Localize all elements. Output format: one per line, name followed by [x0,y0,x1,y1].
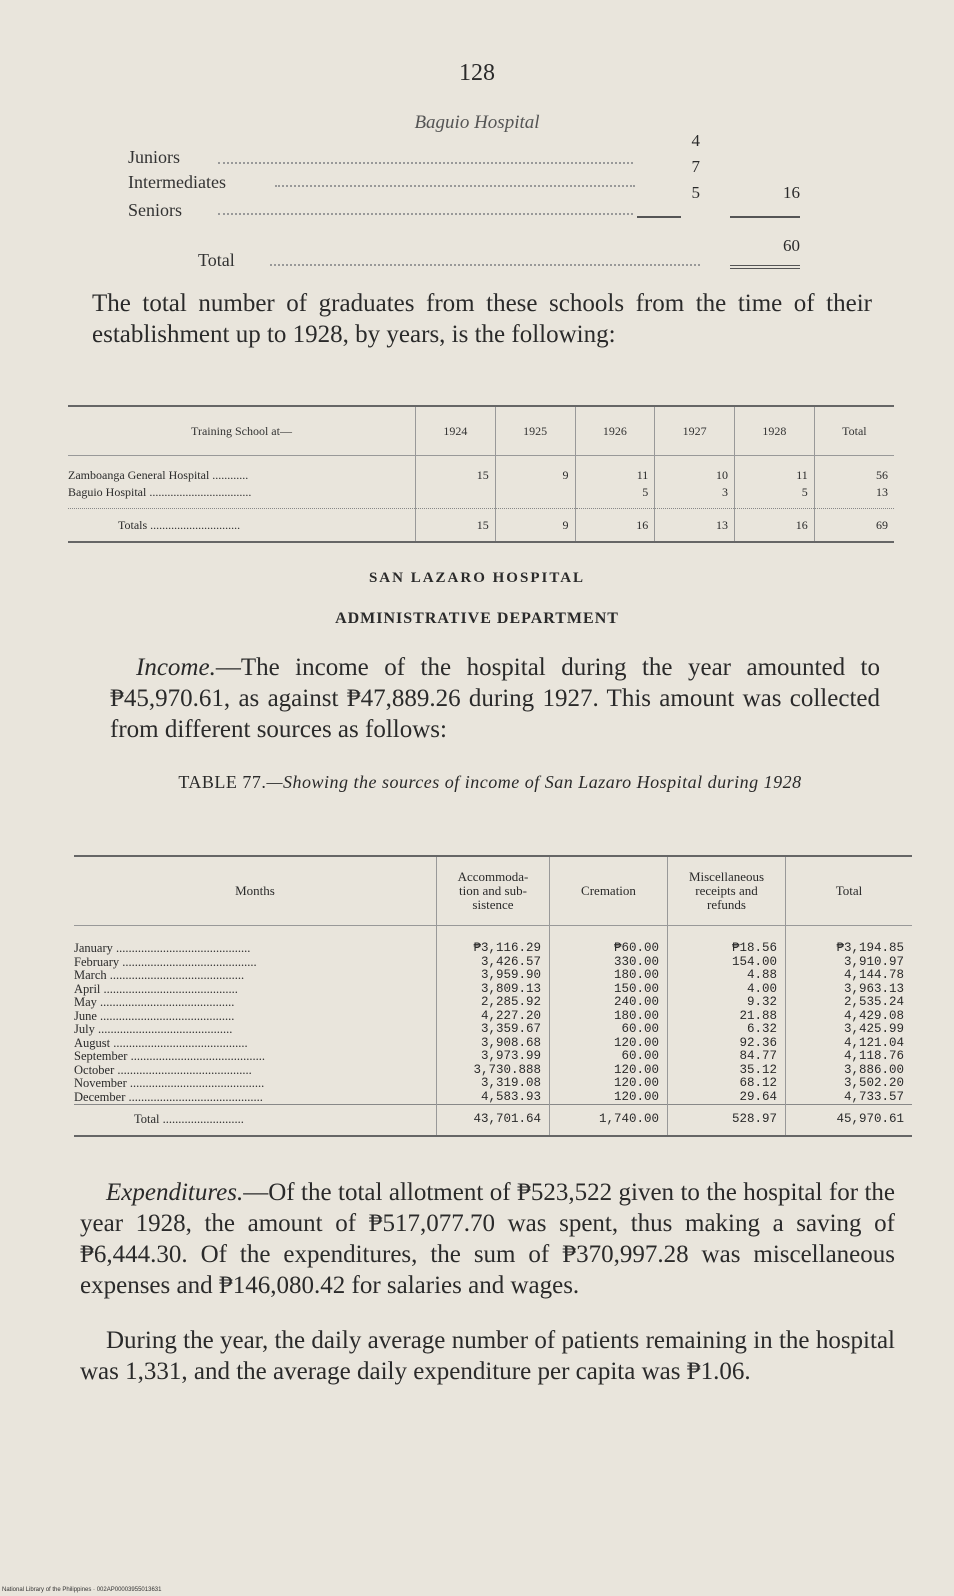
income-month-cell: March ........................................... [74,969,245,982]
graduates-cell: 5 [575,484,655,509]
graduates-cell: 15 [416,456,496,485]
graduates-total-cell: 16 [735,509,815,543]
income-accommodation-cell: 4,583.93 [437,1091,550,1105]
income-accommodation-cell: 3,730.888 [437,1064,550,1078]
graduates-cell [416,484,496,509]
graduates-cell: 13 [814,484,894,509]
graduates-cell: 5 [735,484,815,509]
income-misc-cell: 9.32 [668,996,786,1010]
income-accommodation-cell: 2,285.92 [437,996,550,1010]
income-cremation-cell: 60.00 [550,1023,668,1037]
income-cremation-cell: 120.00 [550,1037,668,1051]
table-row [74,926,912,956]
income-cremation-cell: 330.00 [550,956,668,970]
graduates-cell [495,484,575,509]
income-cremation-cell: 120.00 [550,1091,668,1105]
income-misc-cell: 29.64 [668,1091,786,1105]
income-month-cell: August ........................................... [74,1036,248,1050]
income-accommodation-cell: 3,973.99 [437,1050,550,1064]
income-month-cell: July ........................................... [74,1023,233,1036]
income-month-cell: April ........................................... [74,982,238,996]
leader-dots [218,213,633,215]
income-table-body [74,926,912,1105]
income-accommodation-cell: 3,426.57 [437,956,550,970]
table-row [68,456,894,485]
table-row [74,996,912,1010]
graduates-paragraph: The total number of graduates from these schools from the time of their establishment up to 1928, by years, is the following: [92,290,872,348]
income-accommodation-cell: 3,959.90 [437,969,550,983]
table-row [74,969,912,983]
graduates-cell: 11 [575,456,655,485]
income-header-months: Months [74,856,437,926]
class-total-value: 60 [783,236,800,255]
income-misc-cell: 21.88 [668,1010,786,1024]
table-row [74,1064,912,1078]
graduates-header: 1927 [655,406,735,456]
income-cremation-cell: 60.00 [550,1050,668,1064]
income-cremation-cell: 240.00 [550,996,668,1010]
graduates-total-cell: 69 [814,509,894,543]
income-header-accommodation: Accommoda- tion and sub- sistence [437,856,550,926]
income-total-cell: ₱3,194.85 [786,926,913,956]
sum-rule [730,216,800,218]
income-header-row [74,856,912,926]
class-label-intermediates: Intermediates [128,172,226,192]
leader-dots [270,264,700,266]
table-caption: TABLE 77.—Showing the sources of income of San Lazaro Hospital during 1928 [178,772,802,792]
section-title: Baguio Hospital [414,112,540,133]
graduates-school-name: Zamboanga General Hospital ............ [68,468,249,482]
graduates-cell: 9 [495,456,575,485]
expenditures-paragraph: Expenditures.—Of the total allotment of ₱523,522 given to the hospital for the year 1928, the amount of ₱517,077.70 was spent, thus making a saving of ₱6,444.30. Of the expenditures, the sum of ₱370,997.28 was miscellaneous expenses and ₱146,080.42 for salaries and wages. [80,1179,895,1299]
income-misc-cell: 84.77 [668,1050,786,1064]
income-misc-cell: 6.32 [668,1023,786,1037]
page-number: 128 [459,60,495,86]
income-total-cremation: 1,740.00 [550,1105,668,1137]
income-total-cell: 4,118.76 [786,1050,913,1064]
income-total-cell: 4,429.08 [786,1010,913,1024]
graduates-header-row [68,406,894,456]
income-cremation-cell: 180.00 [550,1010,668,1024]
income-total-misc: 528.97 [668,1105,786,1137]
graduates-cell: 3 [655,484,735,509]
hospital-heading: SAN LAZARO HOSPITAL [368,570,586,586]
income-month-cell: September ........................................... [74,1050,265,1063]
class-value-intermediates: 7 [691,157,700,176]
table-row [74,1037,912,1051]
graduates-totals-label: Totals .............................. [68,509,416,543]
income-table [74,855,912,1137]
total-double-rule [730,265,800,269]
income-month-cell: February ........................................... [74,955,257,969]
income-month-cell: May ........................................... [74,996,235,1009]
income-total-label: Total .......................... [74,1105,437,1137]
income-total-row [74,1105,912,1137]
graduates-total-cell: 16 [575,509,655,543]
table-row [74,983,912,997]
footer-note: National Library of the Philippines · 002AP00003955013631 [2,1587,162,1593]
income-total-cell: 3,910.97 [786,956,913,970]
income-cremation-cell: 120.00 [550,1077,668,1091]
income-header-misc: Miscellaneous receipts and refunds [668,856,786,926]
income-total-cell: 4,733.57 [786,1091,913,1105]
graduates-header: 1925 [495,406,575,456]
income-month-cell: January ........................................... [74,941,251,955]
table-row [74,1077,912,1091]
income-total-total: 45,970.61 [786,1105,913,1137]
income-accommodation-cell: 3,908.68 [437,1037,550,1051]
sum-rule [637,216,681,218]
income-total-cell: 4,121.04 [786,1037,913,1051]
graduates-cell: 11 [735,456,815,485]
leader-dots [218,162,633,164]
graduates-header: 1926 [575,406,655,456]
table-row [74,1010,912,1024]
class-label-juniors: Juniors [128,147,181,167]
income-paragraph: Income.—The income of the hospital during the year amounted to ₱45,970.61, as against ₱47,889.26 during 1927. This amount was collected from different sources as follows: [110,654,880,743]
income-total-cell: 2,535.24 [786,996,913,1010]
income-header-cremation: Cremation [550,856,668,926]
income-misc-cell: 92.36 [668,1037,786,1051]
income-accommodation-cell: ₱3,116.29 [437,926,550,956]
income-misc-cell: ₱18.56 [668,926,786,956]
income-total-cell: 3,425.99 [786,1023,913,1037]
income-misc-cell: 4.88 [668,969,786,983]
graduates-total-cell: 9 [495,509,575,543]
patients-paragraph: During the year, the daily average number of patients remaining in the hospital was 1,331, and the average daily expenditure per capita was ₱1.06. [80,1327,895,1385]
graduates-totals-row [68,509,894,543]
income-total-cell: 4,144.78 [786,969,913,983]
graduates-cell: 56 [814,456,894,485]
income-cremation-cell: 180.00 [550,969,668,983]
table-row [74,1091,912,1105]
graduates-header: 1924 [416,406,496,456]
graduates-cell: 10 [655,456,735,485]
income-misc-cell: 154.00 [668,956,786,970]
graduates-header: Training School at— [68,406,416,456]
income-total-cell: 3,502.20 [786,1077,913,1091]
class-value-seniors: 5 [691,183,700,202]
income-month-cell: June ........................................... [74,1009,235,1023]
income-cremation-cell: 120.00 [550,1064,668,1078]
department-heading: ADMINISTRATIVE DEPARTMENT [335,610,619,627]
table-row [68,484,894,509]
income-month-cell: December ........................................... [74,1090,263,1104]
income-month-cell: November ........................................... [74,1077,265,1090]
income-total-cell: 3,886.00 [786,1064,913,1078]
class-value-juniors: 4 [691,131,700,150]
income-misc-cell: 4.00 [668,983,786,997]
graduates-table [68,405,894,543]
class-label-seniors: Seniors [128,200,182,220]
graduates-school-name: Baguio Hospital .................................. [68,485,252,499]
table-row [74,956,912,970]
income-header-total: Total [786,856,913,926]
income-total-accommodation: 43,701.64 [437,1105,550,1137]
income-misc-cell: 35.12 [668,1064,786,1078]
income-total-cell: 3,963.13 [786,983,913,997]
leader-dots [275,185,635,187]
graduates-header: 1928 [735,406,815,456]
graduates-total-cell: 15 [416,509,496,543]
income-accommodation-cell: 3,319.08 [437,1077,550,1091]
graduates-total-cell: 13 [655,509,735,543]
income-cremation-cell: 150.00 [550,983,668,997]
income-misc-cell: 68.12 [668,1077,786,1091]
graduates-header: Total [814,406,894,456]
income-month-cell: October ........................................... [74,1063,252,1077]
table-row [74,1023,912,1037]
table-row [74,1050,912,1064]
class-total-label: Total [198,250,235,270]
income-accommodation-cell: 4,227.20 [437,1010,550,1024]
class-subtotal: 16 [783,183,800,202]
income-accommodation-cell: 3,359.67 [437,1023,550,1037]
income-cremation-cell: ₱60.00 [550,926,668,956]
income-accommodation-cell: 3,809.13 [437,983,550,997]
